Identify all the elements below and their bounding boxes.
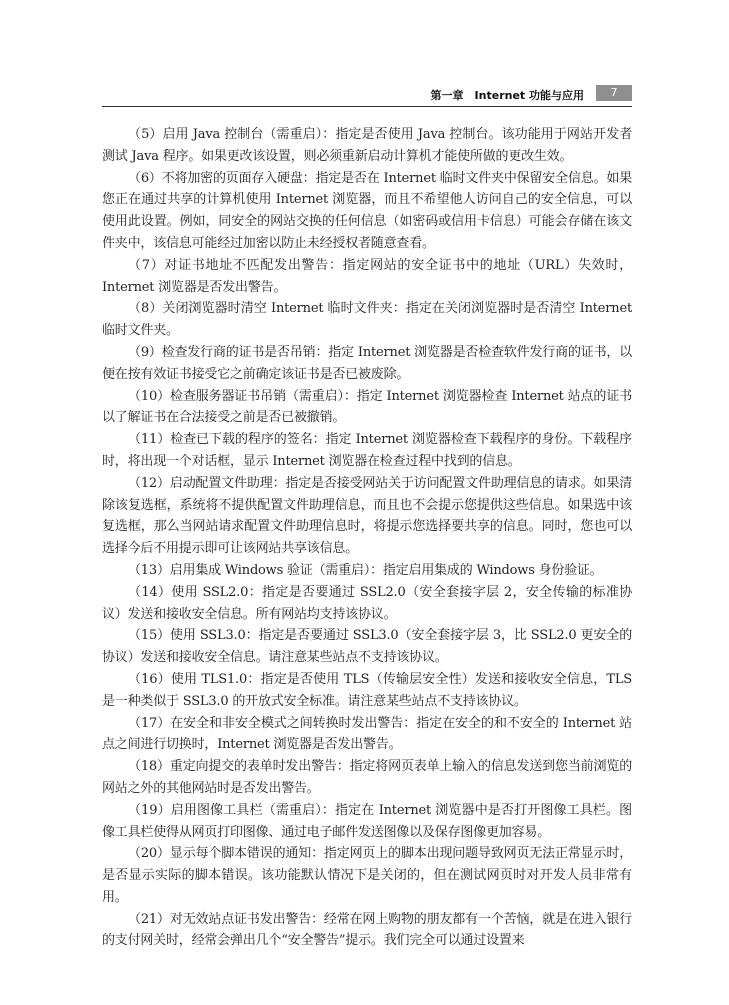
paragraph-12: （12）启动配置文件助理：指定是否接受网站关于访问配置文件助理信息的请求。如果清除该复选框，系统将不提供配置文件助理信息，而且也不会提示您提供这些信息。如果选中该复选框，那么当网站请求配置文件助理信息时，将提示您选择要共享的信息。同时，您也可以选择今后不用提示即可让该网站共享该信息。 — [102, 475, 632, 557]
body-text — [102, 124, 632, 952]
paragraph-17: （17）在安全和非安全模式之间转换时发出警告：指定在安全的和不安全的 Internet 站点之间进行切换时，Internet 浏览器是否发出警告。 — [102, 715, 632, 753]
paragraph-21: （21）对无效站点证书发出警告：经常在网上购物的朋友都有一个苦恼，就是在进入银行的支付网关时，经常会弹出几个“安全警告”提示。我们完全可以通过设置来 — [102, 911, 632, 949]
paragraph-18: （18）重定向提交的表单时发出警告：指定将网页表单上输入的信息发送到您当前浏览的网站之外的其他网站时是否发出警告。 — [102, 759, 632, 796]
paragraph-20: （20）显示每个脚本错误的通知：指定网页上的脚本出现问题导致网页无法正常显示时，是否显示实际的脚本错误。该功能默认情况下是关闭的，但在测试网页时对开发人员非常有用。 — [102, 846, 632, 905]
paragraph-13: （13）启用集成 Windows 验证（需重启）：指定启用集成的 Windows 身份验证。 — [128, 562, 603, 578]
chapter-title: 第一章 Internet 功能与应用 — [430, 89, 584, 102]
paragraph-5: （5）启用 Java 控制台（需重启）：指定是否使用 Java 控制台。该功能用于网站开发者测试 Java 程序。如果更改该设置，则必须重新启动计算机才能使所做的更改生效。 — [102, 127, 632, 164]
page-number-badge: 7 — [596, 85, 632, 101]
paragraph-6: （6）不将加密的页面存入硬盘：指定是否在 Internet 临时文件夹中保留安全信息。如果您正在通过共享的计算机使用 Internet 浏览器，而且不希望他人访问自己的安全信息，可以使用此设置。例如，同安全的网站交换的任何信息（如密码或信用卡信息）可能会存储在该文件夹中，该信息可能经过加密以防止未经授权者随意查看。 — [102, 170, 632, 251]
paragraph-8: （8）关闭浏览器时清空 Internet 临时文件夹：指定在关闭浏览器时是否清空 Internet 临时文件夹。 — [102, 301, 632, 339]
paragraph-16: （16）使用 TLS1.0：指定是否使用 TLS（传输层安全性）发送和接收安全信息，TLS 是一种类似于 SSL3.0 的开放式安全标准。请注意某些站点不支持该协议。 — [102, 671, 632, 709]
paragraph-11: （11）检查已下载的程序的签名：指定 Internet 浏览器检查下载程序的身份。下载程序时，将出现一个对话框，显示 Internet 浏览器在检查过程中找到的信息。 — [102, 432, 632, 469]
paragraph-19: （19）启用图像工具栏（需重启）：指定在 Internet 浏览器中是否打开图像工具栏。图像工具栏使得从网页打印图像、通过电子邮件发送图像以及保存图像更加容易。 — [102, 802, 632, 840]
paragraph-15: （15）使用 SSL3.0：指定是否要通过 SSL3.0（安全套接字层 3，比 SSL2.0 更安全的协议）发送和接收安全信息。请注意某些站点不支持该协议。 — [102, 628, 632, 666]
paragraph-9: （9）检查发行商的证书是否吊销：指定 Internet 浏览器是否检查软件发行商的证书，以便在按有效证书接受它之前确定该证书是否已被废除。 — [102, 344, 632, 382]
paragraph-10: （10）检查服务器证书吊销（需重启）：指定 Internet 浏览器检查 Internet 站点的证书以了解证书在合法接受之前是否已被撤销。 — [102, 388, 632, 426]
running-header — [102, 84, 632, 107]
paragraph-14: （14）使用 SSL2.0：指定是否要通过 SSL2.0（安全套接字层 2，安全传输的标准协议）发送和接收安全信息。所有网站均支持该协议。 — [102, 584, 632, 622]
paragraph-7: （7）对证书地址不匹配发出警告：指定网站的安全证书中的地址（URL）失效时，Internet 浏览器是否发出警告。 — [102, 257, 632, 295]
